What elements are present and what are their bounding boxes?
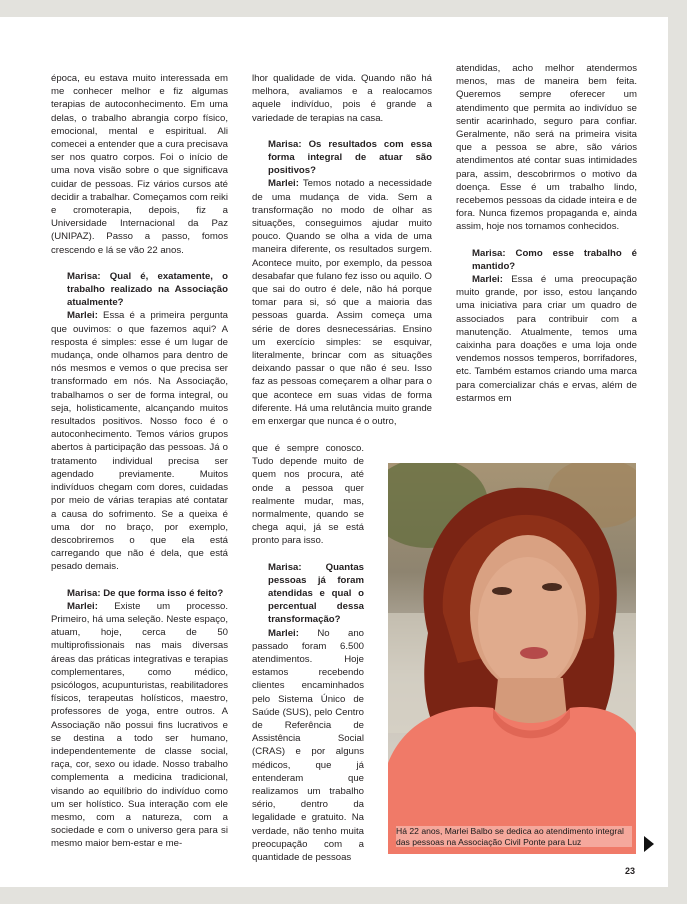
- interview-question: Marisa: Qual é, exatamente, o trabalho realizado na Associação atualmente?: [67, 270, 228, 309]
- speaker-name: Marlei:: [268, 627, 299, 639]
- article-column-1: [51, 72, 228, 851]
- paragraph: atendidas, acho melhor atendermos menos, mas de maneira bem feita. Queremos sempre oferecer um atendimento que permita ao indivíduo se sentir acarinhado, seguro para confiar. Geralmente, não será na primeira visita que a pessoa se abre, são vários atendimentos até contar suas intimidades para, assim, descobrirmos o motivo da doença. Esse é um trabalho lindo, recebemos pessoas da cidade inteira e de fora. Nunca fizemos propaganda e, ainda assim, hoje nos tornamos conhecidos.: [456, 63, 637, 233]
- speaker-name: Marlei:: [67, 310, 98, 322]
- portrait-illustration: [388, 463, 636, 854]
- interview-answer: [51, 309, 228, 573]
- interview-question: Marisa: De que forma isso é feito?: [67, 587, 224, 599]
- portrait-photo: [388, 463, 636, 854]
- interview-answer: [456, 273, 637, 405]
- answer-text: Existe um processo. Primeiro, há uma seleção. Neste espaço, atuam, hoje, cerca de 50 multiprofissionais nas mais diversas áreas das práticas integrativas e terapias complementares, como médico, psicólogos, acupunturistas, reabilitadores físicos, terapeutas holísticos, maestro, professores de yoga, entre outros. A Associação não possui fins lucrativos e se destina a todo ser humano, independentemente de classe social, raça, cor, sexo ou idade. Nosso trabalho complementa a medicina tradicional, visando ao equilíbrio do indivíduo como um ser holístico. Sua interação com ele mesmo, com a natureza, com a sociedade e com o universo gera para si mesmo maior bem-estar e me-: [51, 600, 228, 850]
- answer-text: Temos notado a necessidade de uma mudança de vida. Sem a transformação no modo de olhar as situações, conseguimos ajudar muito pouco. Quando se olha a vida de uma maneira diferente, os resultados surgem. Acontece muito, por exemplo, da pessoa desabafar que fulano fez isso ou aquilo. O que sai do outro é dele, não há porque tomar para si, só que a maioria das pessoas guarda. Assim começa uma série de dores desnecessárias. Ensino um exercício simples: se esquivar, literalmente, brincar com as situações deixando passar o que não é seu. Isso faz as pessoas começarem a olhar para o que acontece em suas vidas de forma diferente. Há uma relutância muito grande em enxergar que nunca é o outro,: [252, 178, 432, 428]
- article-column-2-continued: [252, 442, 364, 864]
- interview-answer: [252, 627, 364, 865]
- article-column-3: [456, 62, 637, 405]
- article-column-2: [252, 72, 432, 428]
- interview-answer: [51, 600, 228, 851]
- interview-question: Marisa: Como esse trabalho é mantido?: [472, 247, 637, 272]
- answer-text: No ano passado foram 6.500 atendimentos. Hoje estamos recebendo clientes encaminhados pelo Sistema Único de Saúde (SUS), pelo Centro de Referência de Assistência Social (CRAS) e por alguns médicos, que já entenderam que realizamos um trabalho sério, dentro da legalidade e gratuito. Na verdade, não tenho muita preocupação com a quantidade de pessoas: [252, 627, 365, 864]
- speaker-name: Marlei:: [67, 600, 98, 612]
- continue-arrow-icon: [644, 836, 654, 852]
- interview-question: Marisa: Os resultados com essa forma integral de atuar são positivos?: [268, 138, 432, 177]
- speaker-name: Marlei:: [268, 178, 299, 190]
- answer-text: Essa é a primeira pergunta que ouvimos: o que fazemos aqui? A resposta é simples: esse é um lugar de mudança, onde olhamos para dentro de nós mesmos e vemos o que precisa ser transformado em nós. Na Associação, trabalhamos o ser de forma integral, ou seja, holisticamente, alcançando muitos resultados positivos. Nosso foco é o autoconhecimento. Temos vários grupos abertos à participação das pessoas. Já o tratamento individual precisa ser agendado previamente. Muitos indivíduos chegam com dores, cuidadas por meio de várias terapias até contatar a causa do sofrimento. Se a queixa é uma dor no braço, por exemplo, descobriremos o que ela está carregando que não é dela, que está pesado demais.: [51, 310, 228, 573]
- paragraph: época, eu estava muito interessada em me conhecer melhor e fiz algumas terapias de autoconhecimento. Em uma delas, o trabalho abrangia corpo físico, emocional, mental e espiritual. Ali comecei a entender que a cura precisava ser nos quatro corpos. Foi o início de uma nova visão sobre o que significava cuidar de pessoas. Fiz vários cursos até decidir a trabalhar. Começamos com reiki e cromoterapia, depois, fiz a Universidade Internacional da Paz (UNIPAZ). Passo a passo, fomos crescendo e lá se vão 22 anos.: [51, 73, 228, 256]
- page-number: 23: [625, 866, 636, 876]
- paragraph: que é sempre conosco. Tudo depende muito de quem nos procura, até onde a pessoa quer realmente mudar, mas, normalmente, quando se chega aqui, já se está pronto para isso.: [252, 443, 364, 547]
- photo-caption: Há 22 anos, Marlei Balbo se dedica ao atendimento integral das pessoas na Associação Civil Ponte para Luz: [396, 826, 632, 847]
- interview-question: Marisa: Quantas pessoas já foram atendidas e qual o percentual dessa transformação?: [268, 561, 364, 626]
- interview-answer: [252, 177, 432, 428]
- paragraph: lhor qualidade de vida. Quando não há melhora, avaliamos e a realocamos aquele indivíduo, pois é grande a variedade de terapias na casa.: [252, 73, 432, 124]
- answer-text: Essa é uma preocupação muito grande, por isso, estou lançando uma iniciativa para criar um quadro de associados para contribuir com a manutenção. Atualmente, temos uma caixinha para doações e uma loja onde vendemos nossos temperos, borrifadores, etc. Também estamos criando uma marca para comercializar chás e ervas, além de estarmos em: [456, 274, 638, 404]
- speaker-name: Marlei:: [472, 274, 503, 286]
